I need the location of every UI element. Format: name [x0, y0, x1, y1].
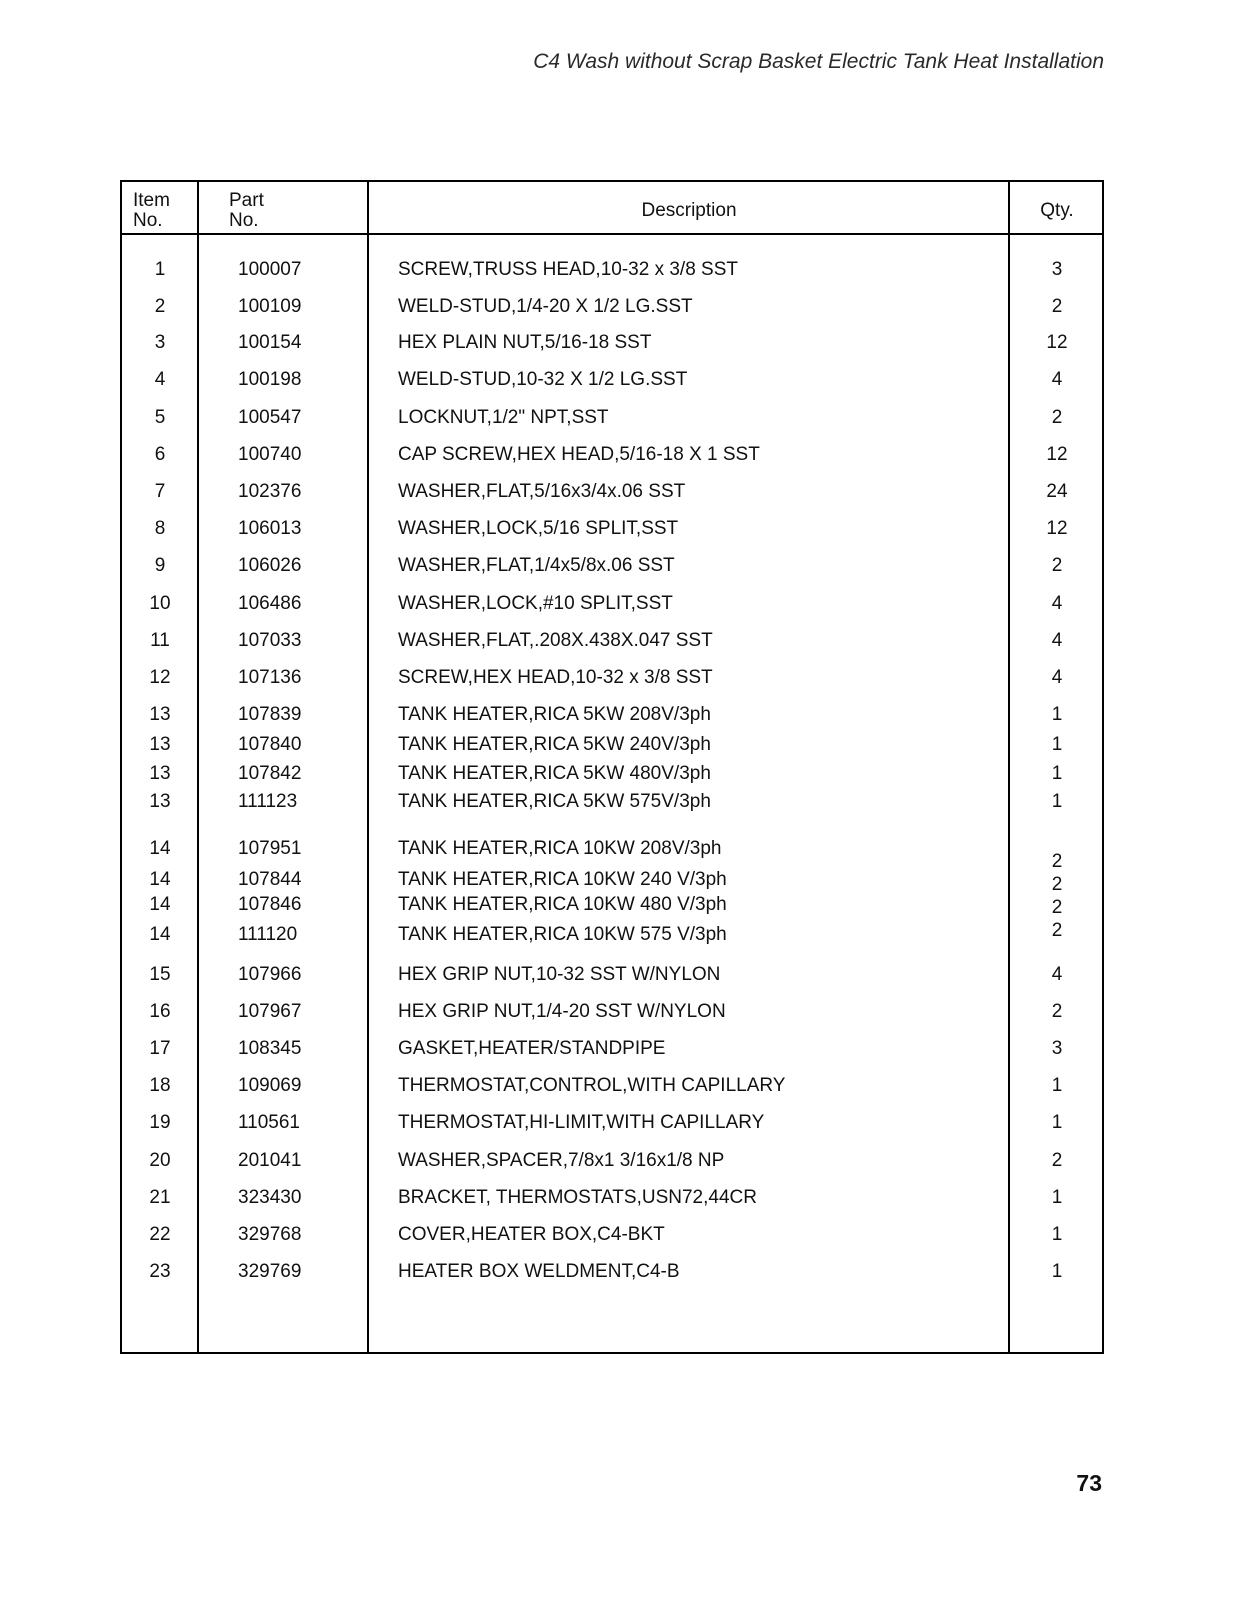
- qty-cell: 24: [1046, 481, 1068, 502]
- table-row: [122, 1037, 1102, 1061]
- description-cell: WASHER,LOCK,5/16 SPLIT,SST: [398, 518, 679, 539]
- description-cell: HEATER BOX WELDMENT,C4-B: [398, 1261, 680, 1282]
- item-no-cell: 14: [149, 924, 171, 945]
- qty-cell: 12: [1046, 444, 1068, 465]
- item-no-cell: 4: [154, 369, 166, 390]
- qty-cell: 1: [1051, 1224, 1063, 1245]
- description-cell: TANK HEATER,RICA 5KW 240V/3ph: [398, 734, 711, 755]
- description-cell: WASHER,SPACER,7/8x1 3/16x1/8 NP: [398, 1150, 725, 1171]
- table-row: [122, 893, 1102, 917]
- qty-cell: 12: [1046, 332, 1068, 353]
- part-no-cell: 100740: [238, 444, 302, 465]
- table-row: [122, 1000, 1102, 1024]
- qty-cell: 2: [1051, 851, 1063, 872]
- table-row: [122, 1149, 1102, 1173]
- column-header-qty: Qty.: [1040, 200, 1074, 221]
- part-no-cell: 329768: [238, 1224, 302, 1245]
- item-no-cell: 2: [154, 296, 166, 317]
- table-row: [122, 1111, 1102, 1135]
- description-cell: GASKET,HEATER/STANDPIPE: [398, 1038, 666, 1059]
- qty-cell: 1: [1051, 704, 1063, 725]
- table-row: [122, 790, 1102, 814]
- description-cell: TANK HEATER,RICA 5KW 208V/3ph: [398, 704, 711, 725]
- table-row: [122, 1186, 1102, 1210]
- item-no-cell: 9: [154, 555, 166, 576]
- part-no-cell: 111123: [238, 791, 298, 812]
- column-header-part-line1: Part: [229, 190, 264, 211]
- item-no-cell: 6: [154, 444, 166, 465]
- item-no-cell: 23: [149, 1261, 171, 1282]
- qty-stack-item-14: [1010, 850, 1104, 942]
- qty-cell: 4: [1051, 667, 1063, 688]
- part-no-cell: 107842: [238, 763, 302, 784]
- item-no-cell: 14: [149, 838, 171, 859]
- table-row: [122, 480, 1102, 504]
- description-cell: WELD-STUD,1/4-20 X 1/2 LG.SST: [398, 296, 693, 317]
- column-header-part-line2: No.: [229, 210, 259, 231]
- column-header-item-line1: Item: [133, 190, 170, 211]
- column-header-description: Description: [641, 200, 737, 221]
- part-no-cell: 110561: [238, 1112, 300, 1133]
- part-no-cell: 106026: [238, 555, 302, 576]
- description-cell: WASHER,FLAT,.208X.438X.047 SST: [398, 630, 713, 651]
- item-no-cell: 14: [149, 894, 171, 915]
- qty-cell: 1: [1051, 791, 1063, 812]
- part-no-cell: 100109: [238, 296, 302, 317]
- item-no-cell: 10: [149, 593, 171, 614]
- table-row: [122, 703, 1102, 727]
- part-no-cell: 107951: [238, 838, 302, 859]
- header-divider: [122, 233, 1102, 235]
- qty-cell: 1: [1051, 734, 1063, 755]
- qty-cell: 1: [1051, 763, 1063, 784]
- part-no-cell: 107846: [238, 894, 302, 915]
- qty-cell: 1: [1051, 1075, 1063, 1096]
- qty-cell: 2: [1051, 407, 1063, 428]
- qty-cell: 4: [1051, 630, 1063, 651]
- description-cell: HEX PLAIN NUT,5/16-18 SST: [398, 332, 652, 353]
- description-cell: SCREW,TRUSS HEAD,10-32 x 3/8 SST: [398, 259, 738, 280]
- qty-cell: 12: [1046, 518, 1068, 539]
- qty-cell: 4: [1051, 964, 1063, 985]
- table-row: [122, 629, 1102, 653]
- table-row: [122, 406, 1102, 430]
- qty-cell: 2: [1051, 897, 1063, 918]
- item-no-cell: 13: [149, 791, 171, 812]
- table-row: [122, 1260, 1102, 1284]
- part-no-cell: 106013: [238, 518, 302, 539]
- item-no-cell: 7: [154, 481, 166, 502]
- item-no-cell: 22: [149, 1224, 171, 1245]
- qty-cell: 3: [1051, 1038, 1063, 1059]
- page-header-title: C4 Wash without Scrap Basket Electric Tank Heat Installation: [533, 50, 1104, 73]
- description-cell: HEX GRIP NUT,10-32 SST W/NYLON: [398, 964, 721, 985]
- description-cell: COVER,HEATER BOX,C4-BKT: [398, 1224, 665, 1245]
- table-row: [122, 733, 1102, 757]
- part-no-cell: 108345: [238, 1038, 302, 1059]
- item-no-cell: 20: [149, 1150, 171, 1171]
- qty-cell: 1: [1051, 1187, 1063, 1208]
- description-cell: TANK HEATER,RICA 10KW 240 V/3ph: [398, 869, 727, 890]
- qty-cell: 2: [1051, 1001, 1063, 1022]
- item-no-cell: 11: [150, 630, 170, 651]
- description-cell: WASHER,LOCK,#10 SPLIT,SST: [398, 593, 673, 614]
- item-no-cell: 1: [154, 259, 166, 280]
- qty-cell: 1: [1051, 1261, 1063, 1282]
- parts-table: [120, 180, 1104, 1354]
- item-no-cell: 14: [149, 869, 171, 890]
- table-row: [122, 295, 1102, 319]
- table-row: [122, 1074, 1102, 1098]
- description-cell: TANK HEATER,RICA 5KW 480V/3ph: [398, 763, 711, 784]
- table-row: [122, 592, 1102, 616]
- item-no-cell: 16: [149, 1001, 171, 1022]
- table-row: [122, 666, 1102, 690]
- column-header-part-no: [229, 191, 264, 231]
- qty-cell: 3: [1051, 259, 1063, 280]
- part-no-cell: 107967: [238, 1001, 302, 1022]
- part-no-cell: 100547: [238, 407, 302, 428]
- qty-cell: 2: [1051, 1150, 1063, 1171]
- qty-cell: 2: [1051, 296, 1063, 317]
- table-row: [122, 923, 1102, 947]
- part-no-cell: 107136: [238, 667, 302, 688]
- item-no-cell: 17: [149, 1038, 171, 1059]
- description-cell: CAP SCREW,HEX HEAD,5/16-18 X 1 SST: [398, 444, 760, 465]
- item-no-cell: 13: [149, 763, 171, 784]
- table-row: [122, 868, 1102, 892]
- description-cell: TANK HEATER,RICA 10KW 575 V/3ph: [398, 924, 727, 945]
- description-cell: SCREW,HEX HEAD,10-32 x 3/8 SST: [398, 667, 713, 688]
- qty-cell: 4: [1051, 369, 1063, 390]
- table-row: [122, 368, 1102, 392]
- table-row: [122, 762, 1102, 786]
- column-header-item-no: [133, 191, 170, 231]
- description-cell: LOCKNUT,1/2" NPT,SST: [398, 407, 609, 428]
- item-no-cell: 18: [149, 1075, 171, 1096]
- table-row: [122, 1223, 1102, 1247]
- description-cell: HEX GRIP NUT,1/4-20 SST W/NYLON: [398, 1001, 726, 1022]
- table-row: [122, 837, 1102, 861]
- item-no-cell: 12: [149, 667, 171, 688]
- item-no-cell: 15: [149, 964, 171, 985]
- part-no-cell: 107839: [238, 704, 302, 725]
- part-no-cell: 100154: [238, 332, 302, 353]
- part-no-cell: 109069: [238, 1075, 302, 1096]
- table-row: [122, 258, 1102, 282]
- table-row: [122, 554, 1102, 578]
- part-no-cell: 100007: [238, 259, 302, 280]
- part-no-cell: 323430: [238, 1187, 302, 1208]
- part-no-cell: 100198: [238, 369, 302, 390]
- page-number: 73: [1076, 1470, 1102, 1496]
- description-cell: WELD-STUD,10-32 X 1/2 LG.SST: [398, 369, 688, 390]
- qty-cell: 2: [1051, 920, 1063, 941]
- description-cell: BRACKET, THERMOSTATS,USN72,44CR: [398, 1187, 757, 1208]
- table-row: [122, 963, 1102, 987]
- item-no-cell: 5: [154, 407, 166, 428]
- part-no-cell: 111120: [238, 924, 298, 945]
- part-no-cell: 107033: [238, 630, 302, 651]
- description-cell: TANK HEATER,RICA 5KW 575V/3ph: [398, 791, 711, 812]
- table-row: [122, 517, 1102, 541]
- description-cell: TANK HEATER,RICA 10KW 480 V/3ph: [398, 894, 727, 915]
- qty-cell: 2: [1051, 555, 1063, 576]
- part-no-cell: 329769: [238, 1261, 302, 1282]
- description-cell: WASHER,FLAT,5/16x3/4x.06 SST: [398, 481, 686, 502]
- description-cell: WASHER,FLAT,1/4x5/8x.06 SST: [398, 555, 675, 576]
- part-no-cell: 106486: [238, 593, 302, 614]
- qty-cell: 2: [1051, 874, 1063, 895]
- description-cell: TANK HEATER,RICA 10KW 208V/3ph: [398, 838, 722, 859]
- item-no-cell: 19: [149, 1112, 171, 1133]
- table-row: [122, 331, 1102, 355]
- item-no-cell: 13: [149, 704, 171, 725]
- item-no-cell: 8: [154, 518, 166, 539]
- item-no-cell: 13: [149, 734, 171, 755]
- column-header-item-line2: No.: [133, 210, 163, 231]
- qty-cell: 4: [1051, 593, 1063, 614]
- table-row: [122, 443, 1102, 467]
- item-no-cell: 3: [154, 332, 166, 353]
- item-no-cell: 21: [149, 1187, 171, 1208]
- description-cell: THERMOSTAT,HI-LIMIT,WITH CAPILLARY: [398, 1112, 765, 1133]
- part-no-cell: 107840: [238, 734, 302, 755]
- part-no-cell: 107844: [238, 869, 302, 890]
- part-no-cell: 201041: [238, 1150, 302, 1171]
- qty-cell: 1: [1051, 1112, 1063, 1133]
- part-no-cell: 107966: [238, 964, 302, 985]
- description-cell: THERMOSTAT,CONTROL,WITH CAPILLARY: [398, 1075, 786, 1096]
- part-no-cell: 102376: [238, 481, 302, 502]
